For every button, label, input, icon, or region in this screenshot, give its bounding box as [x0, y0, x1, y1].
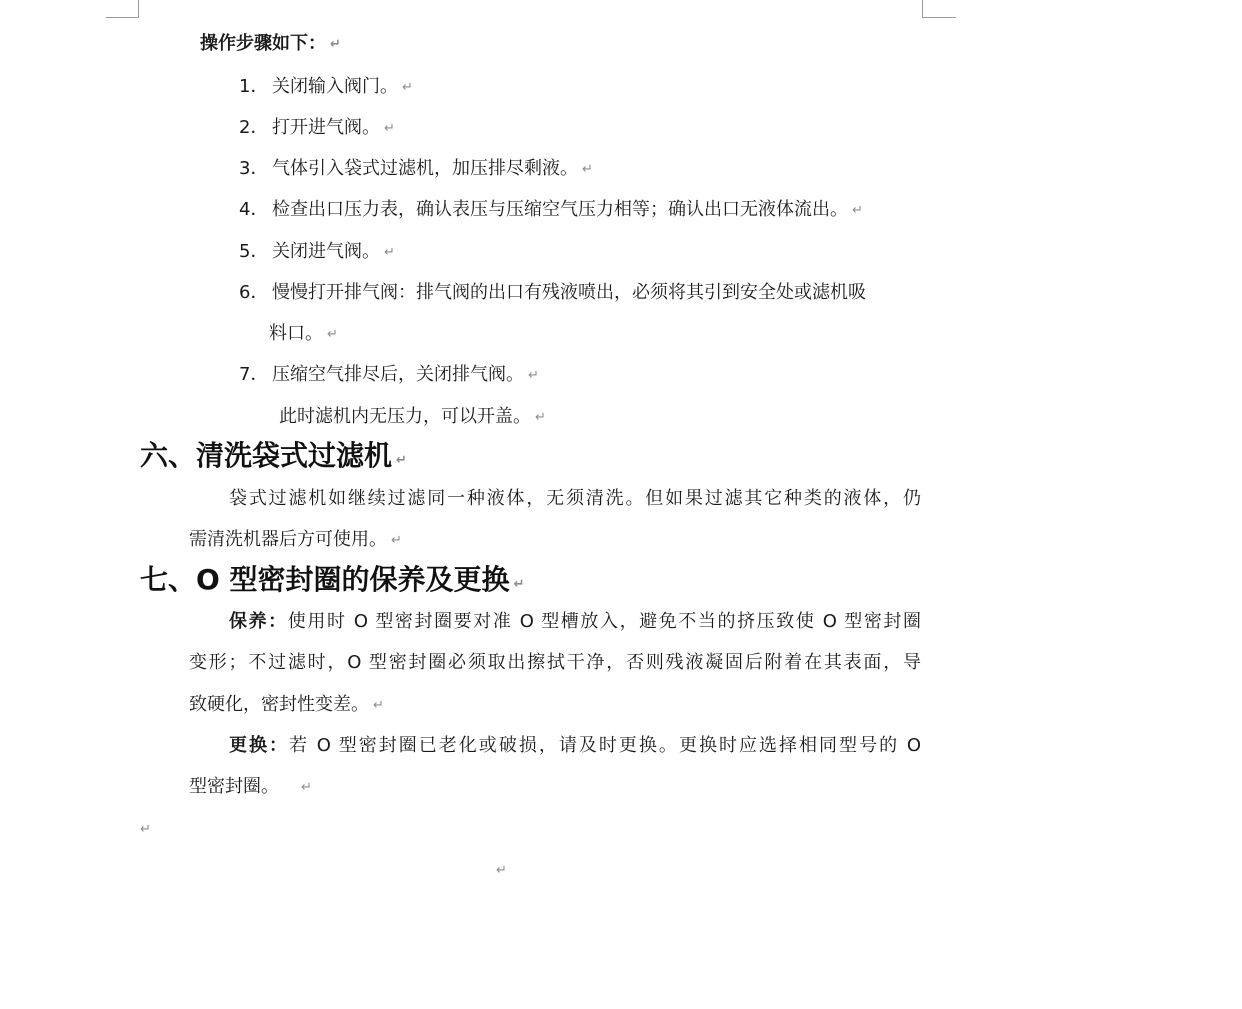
paragraph-mark: ↵ — [402, 80, 413, 95]
paragraph-mark: ↵ — [384, 245, 395, 260]
maintenance-line-2[interactable]: 变形；不过滤时，O 型密封圈必须取出擦拭干净，否则残液凝固后附着在其表面，导 — [189, 652, 921, 673]
paragraph-mark: ↵ — [384, 121, 395, 136]
step-4[interactable]: 4． 检查出口压力表，确认表压与压缩空气压力相等；确认出口无液体流出。 ↵ — [239, 199, 863, 220]
steps-intro[interactable]: 操作步骤如下： ↵ — [200, 33, 341, 54]
maintenance-label: 保养： — [229, 611, 288, 632]
paragraph-mark: ↵ — [582, 162, 593, 177]
maintenance-line-1[interactable]: 保养：使用时 O 型密封圈要对准 O 型槽放入，避免不当的挤压致使 O 型密封圈 — [229, 611, 921, 632]
replacement-line-2[interactable]: 型密封圈。 ↵ — [189, 776, 312, 797]
paragraph-mark: ↵ — [330, 37, 341, 52]
step-7[interactable]: 7． 压缩空气排尽后，关闭排气阀。 ↵ — [239, 364, 539, 385]
step-6[interactable]: 6． 慢慢打开排气阀：排气阀的出口有残液喷出，必须将其引到安全处或滤机吸 — [239, 282, 866, 303]
paragraph-mark: ↵ — [396, 453, 407, 468]
section-7-heading[interactable]: 七、O 型密封圈的保养及更换 ↵ — [140, 563, 525, 596]
paragraph-mark: ↵ — [301, 780, 312, 795]
paragraph-mark: ↵ — [373, 698, 384, 713]
paragraph-mark: ↵ — [391, 533, 402, 548]
replacement-label: 更换： — [229, 735, 290, 756]
replacement-line-1[interactable]: 更换：若 O 型密封圈已老化或破损，请及时更换。更换时应选择相同型号的 O — [229, 735, 922, 756]
crop-mark-top-left — [106, 0, 139, 18]
step-6-continuation[interactable]: 料口。 ↵ — [269, 323, 338, 344]
paragraph-mark: ↵ — [513, 577, 525, 592]
paragraph-mark: ↵ — [140, 822, 151, 837]
crop-mark-top-right — [922, 0, 956, 18]
section-6-heading[interactable]: 六、清洗袋式过滤机 ↵ — [140, 439, 407, 472]
step-3[interactable]: 3． 气体引入袋式过滤机，加压排尽剩液。 ↵ — [239, 158, 593, 179]
section-6-body-line-2[interactable]: 需清洗机器后方可使用。 ↵ — [189, 529, 402, 550]
empty-paragraph[interactable] — [136, 817, 151, 842]
step-2[interactable]: 2． 打开进气阀。 ↵ — [239, 117, 395, 138]
paragraph-mark: ↵ — [528, 368, 539, 383]
step-5[interactable]: 5． 关闭进气阀。 ↵ — [239, 241, 395, 262]
paragraph-mark: ↵ — [852, 203, 863, 218]
paragraph-mark: ↵ — [496, 863, 507, 878]
maintenance-line-3[interactable]: 致硬化，密封性变差。 ↵ — [189, 694, 384, 715]
paragraph-mark: ↵ — [327, 327, 338, 342]
empty-paragraph[interactable] — [492, 858, 507, 883]
after-steps-note[interactable]: 此时滤机内无压力，可以开盖。 ↵ — [279, 406, 546, 427]
step-1[interactable]: 1． 关闭输入阀门。 ↵ — [239, 76, 413, 97]
paragraph-mark: ↵ — [535, 410, 546, 425]
section-6-body-line-1[interactable]: 袋式过滤机如继续过滤同一种液体，无须清洗。但如果过滤其它种类的液体，仍 — [229, 488, 921, 509]
